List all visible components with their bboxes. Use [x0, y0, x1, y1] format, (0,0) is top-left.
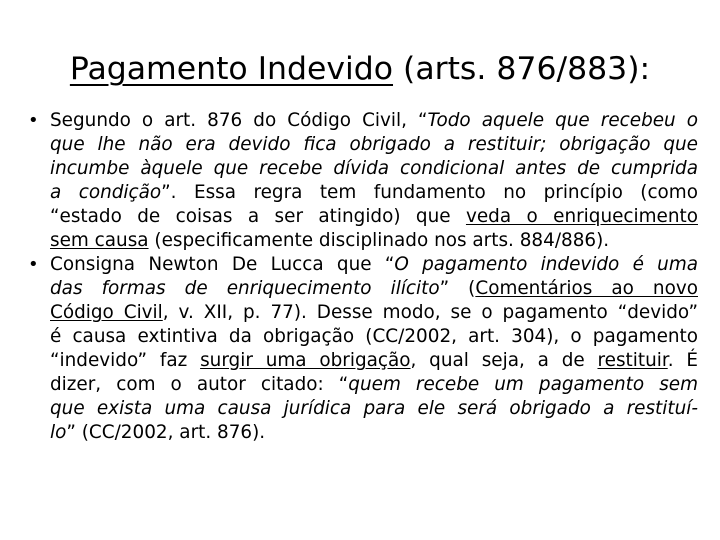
bullet-marker: • [28, 254, 39, 275]
underlined-text: restituir [597, 350, 668, 371]
italic-text: que lhe não era devido fica obrigado a restituir; obrigação que [50, 134, 698, 155]
text-line [50, 229, 698, 253]
text-line [50, 205, 698, 229]
italic-text: que exista uma causa jurídica para ele será obrigado a restituí- [50, 398, 698, 419]
text-span: é causa extintiva da obrigação (CC/2002, art. 304), o pagamento [50, 326, 698, 347]
text-span: , v. XII, p. 77). Desse modo, se o pagamento “devido” [162, 302, 698, 323]
text-span: . É [667, 350, 698, 371]
italic-text: Todo aquele que recebeu o [427, 110, 699, 131]
text-span: (especificamente disciplinado nos arts. 884/886). [148, 230, 610, 251]
text-line [50, 325, 698, 349]
bullet-marker: • [28, 110, 39, 131]
italic-text: quem recebe um pagamento sem [348, 374, 698, 395]
underlined-text: Comentários ao novo [475, 278, 698, 299]
text-span: “estado de coisas a ser atingido) que [50, 206, 466, 227]
text-span: dizer, com o autor citado: “ [50, 374, 349, 395]
underlined-text: surgir uma obrigação [200, 350, 411, 371]
text-span: ”. Essa regra tem fundamento no princípio (como [161, 182, 698, 203]
text-line [50, 349, 698, 373]
text-line [50, 181, 698, 205]
bullet-item [28, 109, 698, 253]
bullet-list [28, 109, 698, 445]
bullet-item [28, 253, 698, 445]
text-span: Segundo o art. 876 do Código Civil, “ [50, 110, 428, 131]
italic-text: a condição [50, 182, 162, 203]
italic-text: O pagamento indevido é uma [394, 254, 699, 275]
text-line [50, 421, 698, 445]
text-line [50, 253, 698, 277]
text-line [50, 157, 698, 181]
text-line [50, 133, 698, 157]
title-suffix: (arts. 876/883): [393, 51, 651, 87]
italic-text: lo [50, 422, 67, 443]
text-line [50, 373, 698, 397]
text-line [50, 277, 698, 301]
underlined-text: Código Civil [50, 302, 163, 323]
text-span: ” ( [439, 278, 476, 299]
text-span: Consigna Newton De Lucca que “ [50, 254, 395, 275]
text-line [50, 397, 698, 421]
italic-text: das formas de enriquecimento ilícito [50, 278, 440, 299]
italic-text: incumbe àquele que recebe dívida condicional antes de cumprida [50, 158, 698, 179]
text-span: , qual seja, a de [410, 350, 598, 371]
title-main: Pagamento Indevido [69, 51, 394, 87]
text-span: ” (CC/2002, art. 876). [66, 422, 266, 443]
underlined-text: sem causa [50, 230, 149, 251]
text-line [50, 109, 698, 133]
underlined-text: veda o enriquecimento [465, 206, 698, 227]
text-line [50, 301, 698, 325]
text-span: “indevido” faz [50, 350, 201, 371]
slide-title [0, 44, 720, 94]
